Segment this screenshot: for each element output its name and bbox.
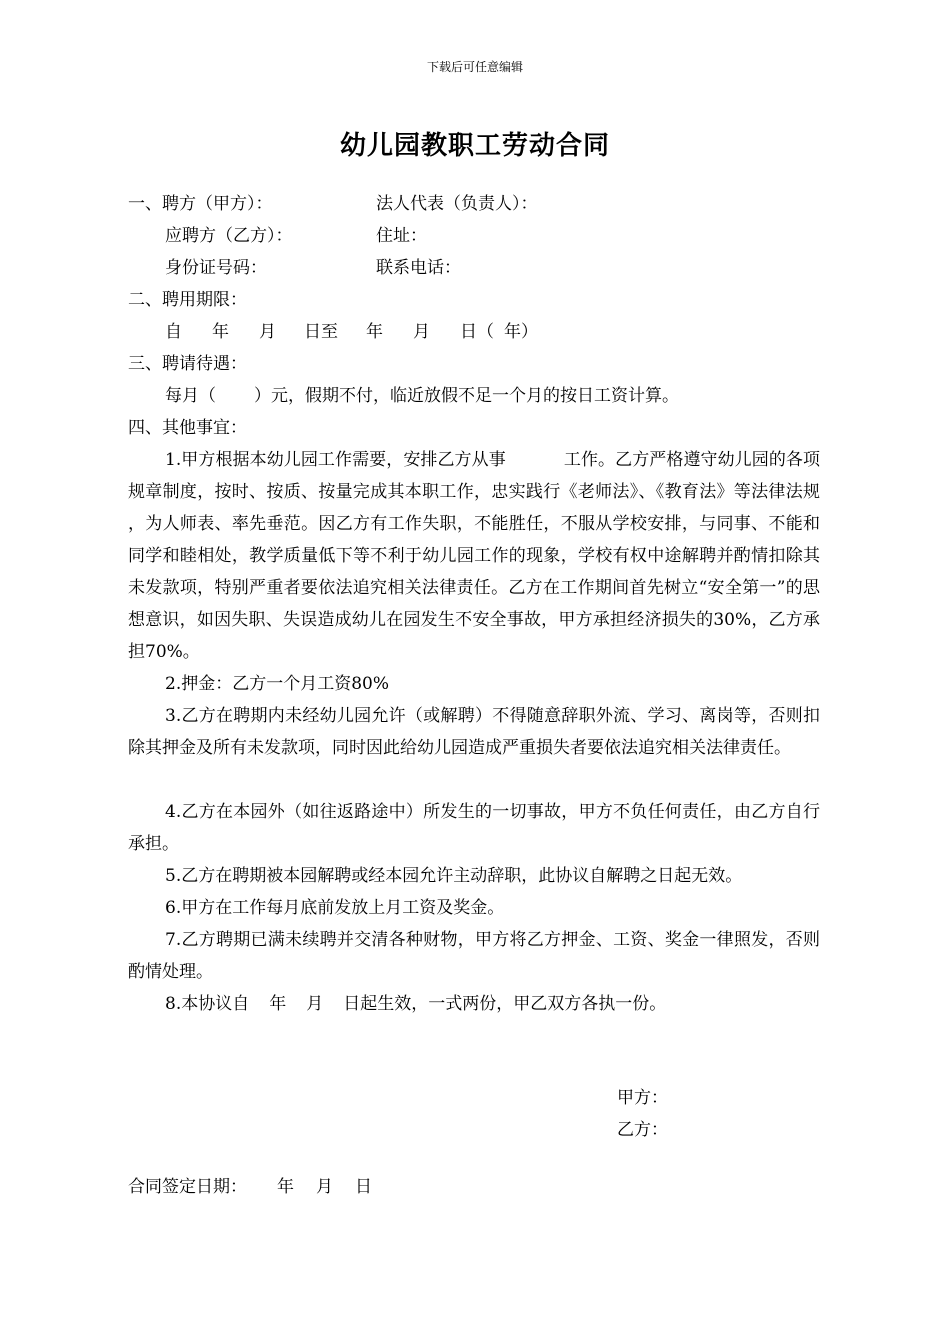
pay-text [165,386,679,406]
clause-2: 2.押金：乙方一个月工资80% [165,674,390,694]
pay-monthly-open: 每月（ [165,386,216,406]
pay-heading: 三、聘请待遇： [128,354,247,374]
term-day-2: 日（ [460,322,494,342]
term-heading: 二、聘用期限： [128,290,247,310]
term-year-1: 年 [212,322,229,342]
employer-label: 一、聘方（甲方）： [128,194,273,214]
clause-1 [128,444,820,668]
employee-label: 应聘方（乙方）： [165,226,293,246]
clause-1-part-a: 1.甲方根据本幼儿园工作需要，安排乙方从事 [165,450,506,470]
party-b-signature: 乙方： [617,1120,668,1140]
clause-8-month: 月 [306,994,324,1014]
phone-label: 联系电话： [376,258,461,278]
header-note: 下载后可任意编辑 [426,60,523,74]
other-heading: 四、其他事宜： [128,418,247,438]
term-year-close: 年） [504,322,538,342]
term-day-to: 日至 [304,322,338,342]
clause-1-part-b: 工作。乙方严格遵守幼儿园的各项规章制度，按时、按质、按量完成其本职工作，忠实践行《老师法》、《教育法》等法律法规 ，为人师表、率先垂范。因乙方有工作失职，不能胜任，不服从学校安排，与同事、不能和同学和睦相处，教学质量低下等不利于幼儿园工作的现象，学校有权中途解聘并酌情扣除其未发款项，特别严重者要依法追究相关法律责任。乙方在工作期间首先树立“安全第一”的思想意识，如因失职、失误造成幼儿在园发生不安全事故，甲方承担经济损失的30%，乙方承担70%。 [128,450,820,662]
term-month-1: 月 [259,322,276,342]
term-from: 自 [165,322,182,342]
legal-rep-label: 法人代表（负责人）： [376,194,538,214]
sign-date-year: 年 [277,1177,294,1197]
clause-3: 3.乙方在聘期内未经幼儿园允许（或解聘）不得随意辞职外流、学习、离岗等，否则扣除其押金及所有未发款项，同时因此给幼儿园造成严重损失者要依法追究相关法律责任。 [128,706,820,758]
sign-date-label: 合同签定日期： [128,1177,247,1197]
party-a-signature: 甲方： [617,1088,668,1108]
clause-8-part-a: 8.本协议自 [165,994,250,1014]
clause-7: 7.乙方聘期已满未续聘并交清各种财物，甲方将乙方押金、工资、奖金一律照发，否则酌情处理。 [128,930,820,982]
pay-monthly-rest: ）元，假期不付，临近放假不足一个月的按日工资计算。 [254,386,679,406]
term-month-2: 月 [413,322,430,342]
clause-4: 4.乙方在本园外（如往返路途中）所发生的一切事故，甲方不负任何责任，由乙方自行承担。 [128,802,820,854]
clause-8-year: 年 [269,994,287,1014]
sign-date-day: 日 [355,1177,372,1197]
address-label: 住址： [376,226,427,246]
id-number-label: 身份证号码： [165,258,267,278]
clause-6: 6.甲方在工作每月底前发放上月工资及奖金。 [165,898,505,918]
term-year-2: 年 [366,322,383,342]
clause-8 [165,994,666,1014]
sign-date [128,1177,372,1197]
clause-8-part-b: 日起生效，一式两份，甲乙双方各执一份。 [343,994,667,1014]
clause-5: 5.乙方在聘期被本园解聘或经本园允许主动辞职，此协议自解聘之日起无效。 [165,866,743,886]
term-dates [165,322,538,342]
page-title: 幼儿园教职工劳动合同 [339,131,610,161]
sign-date-month: 月 [316,1177,333,1197]
